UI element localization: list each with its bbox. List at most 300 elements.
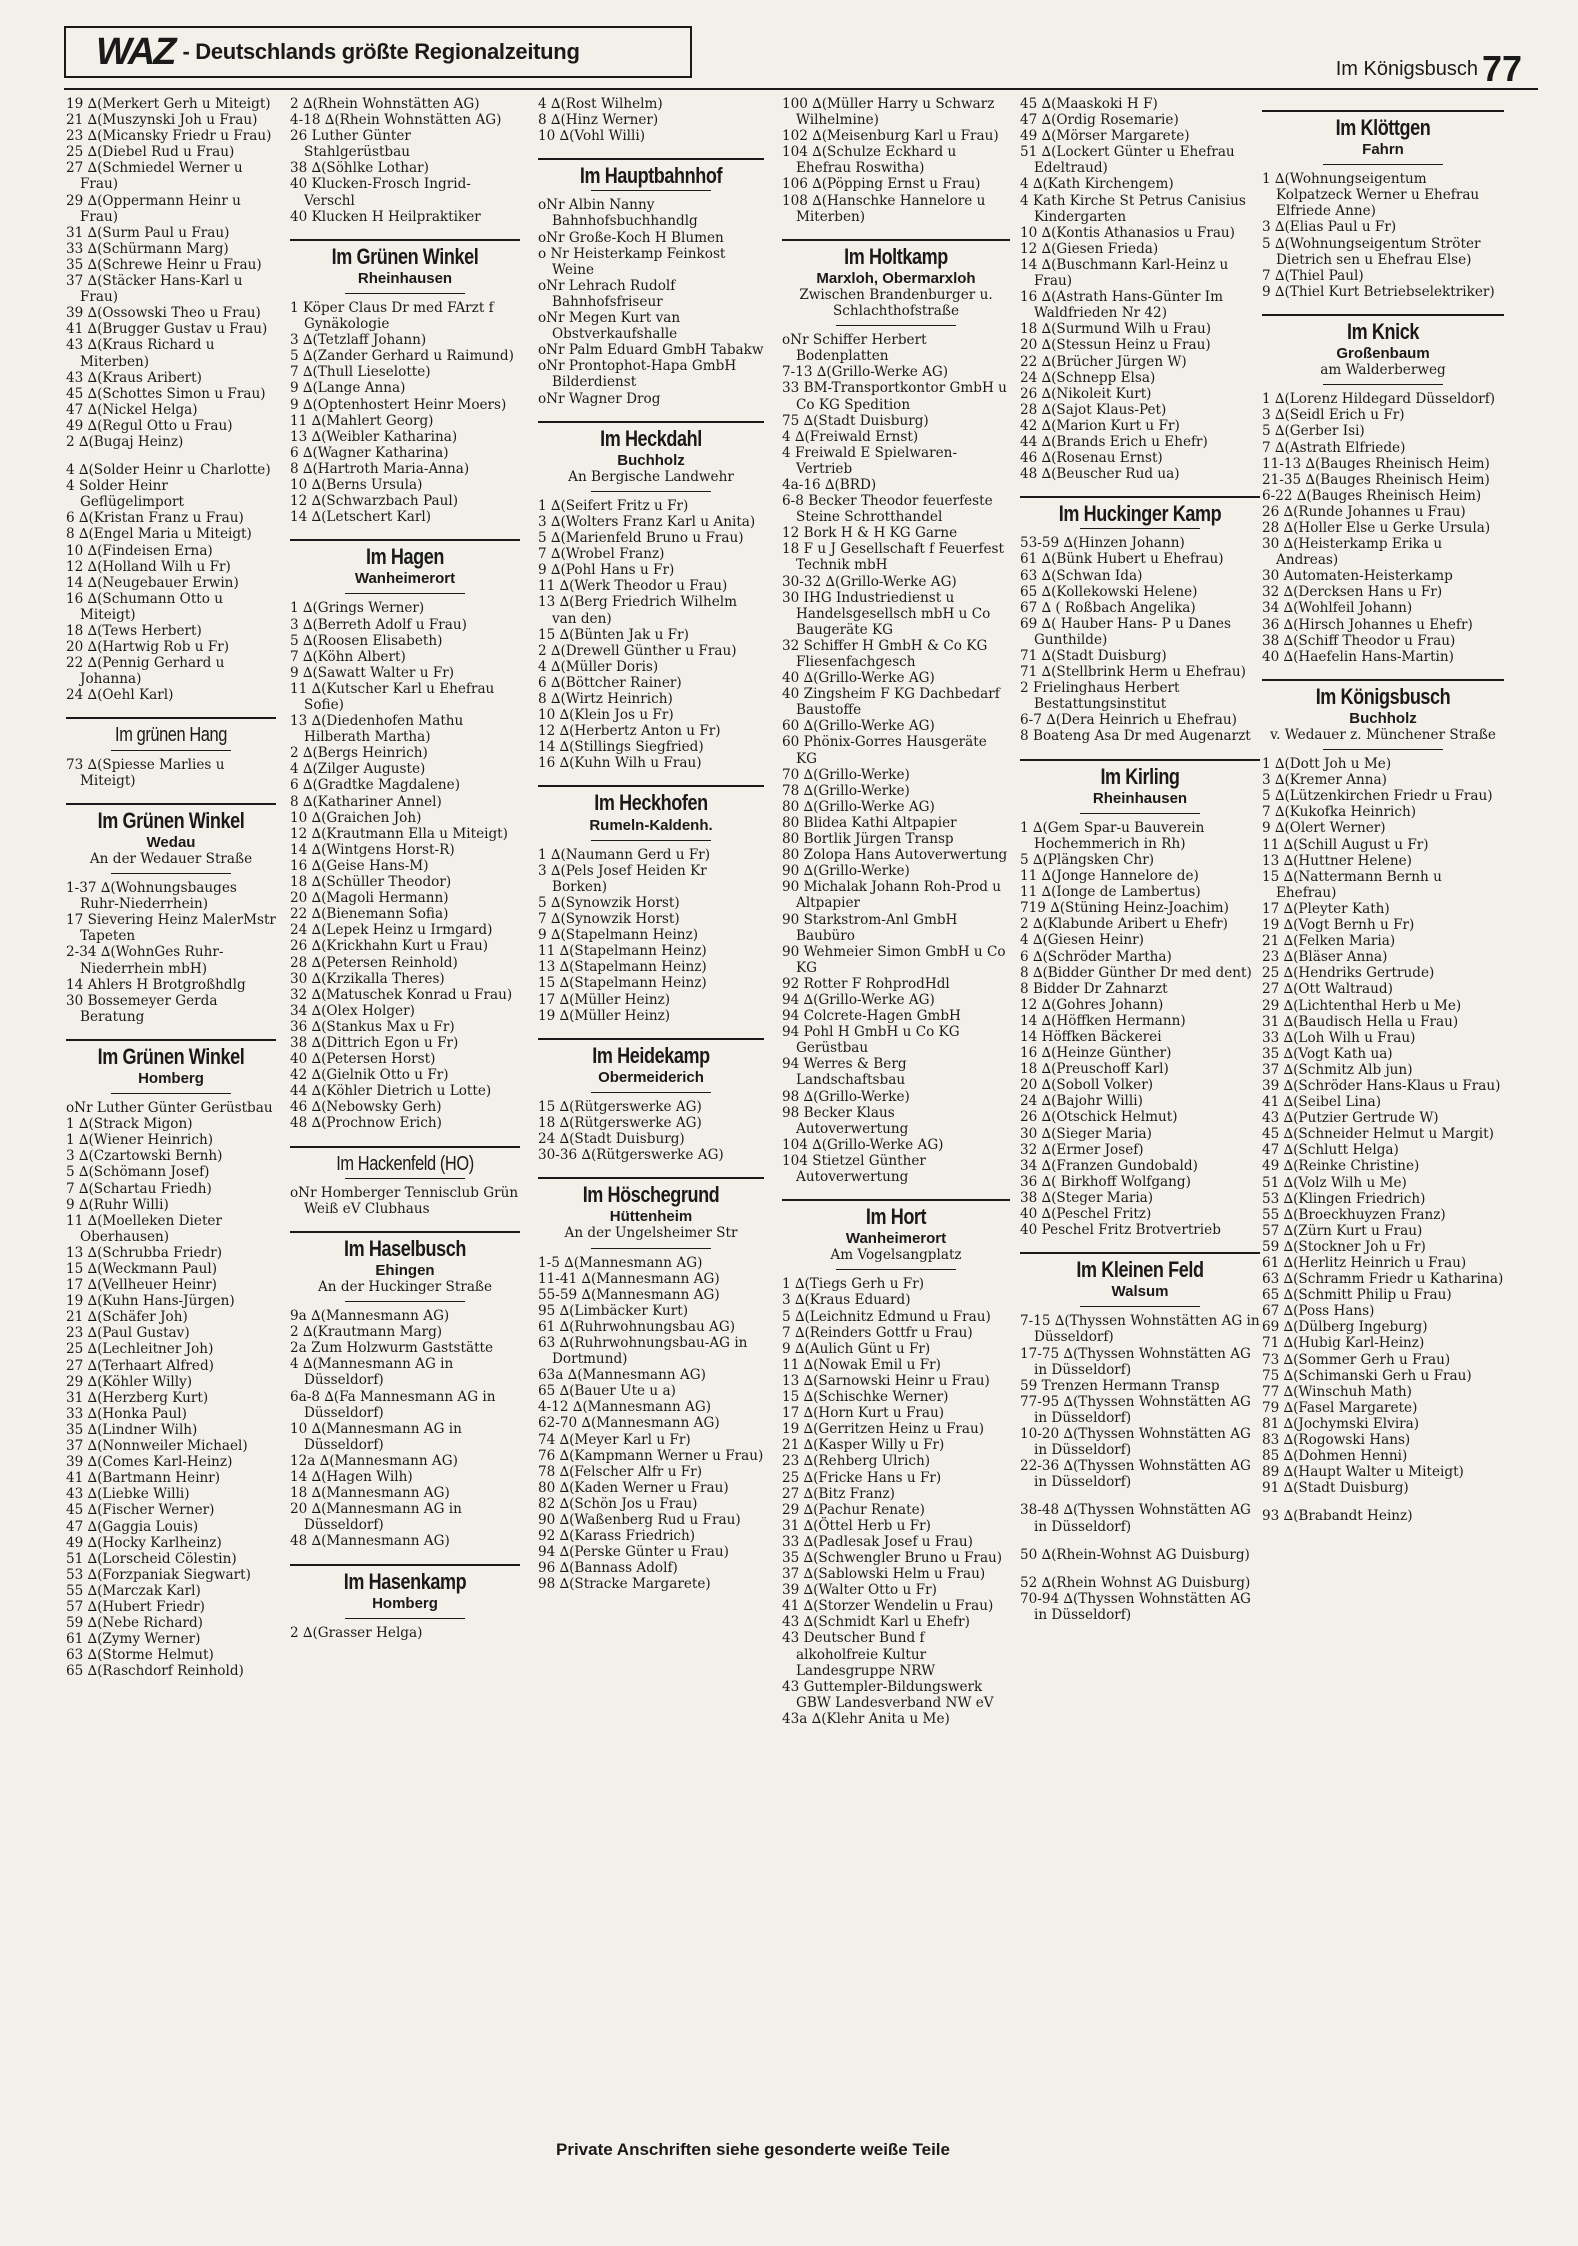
- directory-entry: 8 ∆(Engel Maria u Miteigt): [66, 526, 252, 543]
- column-4: [782, 96, 1010, 2190]
- directory-entry: 23 ∆(Paul Gustav): [66, 1325, 190, 1342]
- directory-entry: 77 ∆(Winschuh Math): [1262, 1383, 1412, 1400]
- section-rule: [290, 1231, 520, 1233]
- directory-entry: 43 Guttempler-Bildungswerk GBW Landesverband NW eV: [782, 1678, 994, 1711]
- directory-entry: 60 ∆(Grillo-Werke AG): [782, 718, 935, 735]
- directory-entry: 5 ∆(Synowzik Horst): [538, 894, 680, 911]
- directory-entry: 25 ∆(Lechleitner Joh): [66, 1341, 214, 1358]
- directory-entry: 50 ∆(Rhein-Wohnst AG Duisburg): [1020, 1546, 1250, 1563]
- section-underline: [836, 1269, 956, 1270]
- directory-entry: 94 ∆(Perske Günter u Frau): [538, 1544, 729, 1561]
- section-underline: [1323, 384, 1443, 385]
- directory-entry: 63 ∆(Ruhrwohnungsbau-AG in Dortmund): [538, 1335, 748, 1368]
- district-name: Obermeiderich: [598, 1068, 704, 1086]
- directory-entry: 2 ∆(Rhein Wohnstätten AG): [290, 96, 480, 112]
- directory-entry: 98 ∆(Grillo-Werke): [782, 1088, 910, 1105]
- directory-entry: 5 ∆(Wohnungseigentum Ströter Dietrich sen u Ehefrau Else): [1262, 235, 1481, 268]
- directory-entry: 37 ∆(Nonnweiler Michael): [66, 1438, 248, 1455]
- directory-entry: 89 ∆(Haupt Walter u Miteigt): [1262, 1464, 1464, 1481]
- directory-entry: 63 ∆(Schwan Ida): [1020, 567, 1143, 584]
- street-section-heading: [1020, 759, 1260, 814]
- directory-entry: 33 ∆(Padlesak Josef u Frau): [782, 1533, 973, 1550]
- directory-entry: 11 ∆(Schill August u Fr): [1262, 836, 1429, 853]
- directory-entry: 43 ∆(Putzier Gertrude W): [1262, 1110, 1439, 1127]
- directory-entry: oNr Palm Eduard GmbH Tabakw: [538, 342, 764, 359]
- directory-entry: 32 Schiffer H GmbH & Co KG Fliesenfachgesch: [782, 637, 988, 670]
- directory-entry: 40 Peschel Fritz Brotvertrieb: [1020, 1222, 1221, 1239]
- directory-entry: 7 ∆(Thull Lieselotte): [290, 364, 431, 381]
- street-name: Im Holtkamp: [844, 243, 948, 269]
- directory-entry: oNr Große-Koch H Blumen: [538, 229, 724, 246]
- directory-entry: 49 ∆(Regul Otto u Frau): [66, 417, 233, 434]
- directory-entry: 61 ∆(Zymy Werner): [66, 1631, 201, 1648]
- directory-entry: 71 ∆(Hubig Karl-Heinz): [1262, 1335, 1425, 1352]
- directory-entry: 69 ∆( Hauber Hans- P u Danes Gunthilde): [1020, 615, 1231, 648]
- directory-entry: 69 ∆(Dülberg Ingeburg): [1262, 1319, 1428, 1336]
- waz-logo: WAZ: [96, 30, 175, 73]
- directory-entry: 45 ∆(Schottes Simon u Frau): [66, 385, 266, 402]
- masthead-tagline: - Deutschlands größte Regionalzeitung: [182, 39, 580, 64]
- directory-entry: 94 Pohl H GmbH u Co KG Gerüstbau: [782, 1024, 960, 1057]
- directory-entry: 10 ∆(Klein Jos u Fr): [538, 707, 674, 724]
- section-underline: [345, 593, 465, 594]
- directory-entry: 20 ∆(Magoli Hermann): [290, 890, 449, 907]
- directory-entry: 3 ∆(Pels Josef Heiden Kr Borken): [538, 862, 707, 895]
- directory-entry: 92 Rotter F RohprodHdl: [782, 975, 950, 992]
- directory-entry: 13 ∆(Stapelmann Heinz): [538, 959, 707, 976]
- section-rule: [290, 1146, 520, 1148]
- directory-entry: 13 ∆(Berg Friedrich Wilhelm van den): [538, 594, 737, 627]
- directory-entry: 7 ∆(Reinders Gottfr u Frau): [782, 1324, 973, 1341]
- directory-entry: 5 ∆(Lützenkirchen Friedr u Frau): [1262, 788, 1493, 805]
- district-name: Rheinhausen: [1092, 789, 1188, 807]
- directory-entry: 49 ∆(Reinke Christine): [1262, 1158, 1420, 1175]
- directory-entry: 37 ∆(Stäcker Hans-Karl u Frau): [66, 273, 243, 306]
- section-rule: [290, 539, 520, 541]
- directory-entry: 8 ∆(Hinz Werner): [538, 112, 659, 129]
- directory-entry: 35 ∆(Schrewe Heinr u Frau): [66, 256, 262, 273]
- street-section-heading: [1262, 314, 1504, 385]
- directory-entry: 5 ∆(Gerber Isi): [1262, 423, 1365, 440]
- street-section-heading: [66, 803, 276, 874]
- directory-entry: 30 ∆(Sieger Maria): [1020, 1125, 1152, 1142]
- directory-entry: 4 ∆(Freiwald Ernst): [782, 428, 919, 445]
- street-name: Im Knick: [1347, 318, 1419, 344]
- directory-entry: 104 ∆(Grillo-Werke AG): [782, 1136, 944, 1153]
- directory-entry: 10-20 ∆(Thyssen Wohnstätten AG in Düsseldorf): [1020, 1426, 1251, 1459]
- directory-entry: 43 Deutscher Bund f alkoholfreie Kultur Landesgruppe NRW: [782, 1630, 936, 1679]
- directory-entry: 51 ∆(Volz Wilh u Me): [1262, 1174, 1407, 1191]
- directory-entry: 15 ∆(Weckmann Paul): [66, 1261, 218, 1277]
- directory-entry: 23 ∆(Micansky Friedr u Frau): [66, 128, 272, 145]
- district-name: Rumeln-Kaldenh.: [589, 816, 713, 834]
- directory-entry: 82 ∆(Schön Jos u Frau): [538, 1495, 698, 1512]
- directory-entry: 33 ∆(Loh Wilh u Frau): [1262, 1029, 1416, 1046]
- directory-entry: 15 ∆(Stapelmann Heinz): [538, 975, 707, 992]
- directory-entry: 21 ∆(Felken Maria): [1262, 933, 1396, 950]
- district-name: Homberg: [372, 1594, 438, 1612]
- directory-entry: 11 ∆(Mahlert Georg): [290, 412, 434, 429]
- directory-entry: 16 ∆(Geise Hans-M): [290, 857, 429, 874]
- directory-entry: 15 ∆(Bünten Jak u Fr): [538, 626, 689, 643]
- directory-entry: 5 ∆(Plängsken Chr): [1020, 851, 1155, 868]
- directory-entry: 24 ∆(Bajohr Willi): [1020, 1093, 1143, 1110]
- directory-entry: 4 ∆(Kath Kirchengem): [1020, 176, 1174, 193]
- directory-entry: 35 ∆(Lindner Wilh): [66, 1421, 198, 1438]
- directory-entry: 7 ∆(Köhn Albert): [290, 648, 406, 665]
- district-name: Hüttenheim: [609, 1208, 693, 1226]
- directory-entry: 7 ∆(Wrobel Franz): [538, 546, 665, 563]
- directory-entry: 12 ∆(Krautmann Ella u Miteigt): [290, 825, 508, 842]
- directory-entry: 13 ∆(Diedenhofen Mathu Hilberath Martha): [290, 713, 464, 746]
- directory-entry: 20 ∆(Hartwig Rob u Fr): [66, 639, 230, 656]
- directory-entry: 48 ∆(Mannesmann AG): [290, 1533, 450, 1550]
- directory-entry: 7 ∆(Synowzik Horst): [538, 911, 680, 928]
- directory-entry: 10 ∆(Vohl Willi): [538, 128, 646, 145]
- street-section-heading: [538, 421, 764, 492]
- section-rule: [1020, 496, 1260, 498]
- directory-entry: 38 ∆(Söhlke Lothar): [290, 160, 429, 177]
- directory-entry: 14 ∆(Stillings Siegfried): [538, 739, 704, 756]
- running-head: Im Königsbusch: [1335, 58, 1478, 80]
- directory-entry: 28 ∆(Sajot Klaus-Pet): [1020, 401, 1167, 418]
- district-name: Buchholz: [1349, 709, 1417, 727]
- directory-entry: 12 ∆(Schwarzbach Paul): [290, 493, 459, 510]
- directory-entry: 4a-16 ∆(BRD): [782, 476, 877, 493]
- directory-entry: 11 ∆(Kutscher Karl u Ehefrau Sofie): [290, 680, 495, 713]
- directory-entry: 14 ∆(Hagen Wilh): [290, 1469, 413, 1486]
- directory-entry: 2 ∆(Bergs Heinrich): [290, 745, 428, 762]
- directory-entry: 11 ∆(Stapelmann Heinz): [538, 943, 707, 960]
- section-underline: [345, 1301, 465, 1302]
- district-name: Marxloh, Obermarxloh: [816, 269, 976, 287]
- street-name: Im Grünen Winkel: [331, 243, 479, 269]
- directory-entry: 9 ∆(Sawatt Walter u Fr): [290, 664, 455, 681]
- directory-entry: 95 ∆(Limbäcker Kurt): [538, 1302, 689, 1319]
- directory-entry: 11 ∆(Werk Theodor u Frau): [538, 578, 728, 595]
- directory-entry: 35 ∆(Schwengler Bruno u Frau): [782, 1549, 1003, 1566]
- section-rule: [538, 158, 764, 160]
- street-section-heading: [782, 1199, 1010, 1270]
- directory-entry: 98 ∆(Stracke Margarete): [538, 1576, 711, 1593]
- directory-entry: 42 ∆(Marion Kurt u Fr): [1020, 417, 1180, 434]
- directory-entry: 26 ∆(Nikoleit Kurt): [1020, 385, 1152, 402]
- directory-entry: 57 ∆(Hubert Friedr): [66, 1598, 205, 1615]
- directory-entry: 55 ∆(Marczak Karl): [66, 1582, 201, 1599]
- district-name: Rheinhausen: [357, 269, 453, 287]
- directory-entry: 8 ∆(Wirtz Heinrich): [538, 691, 673, 707]
- street-name: Im Hasenkamp: [343, 1568, 467, 1594]
- directory-entry: 4 Solder Heinr Geflügelimport: [66, 478, 184, 511]
- directory-entry: 19 ∆(Merkert Gerh u Miteigt): [66, 96, 271, 112]
- directory-entry: 9 ∆(Aulich Günt u Fr): [782, 1340, 931, 1357]
- directory-entry: 73 ∆(Spiesse Marlies u Miteigt): [66, 756, 225, 789]
- directory-entry: 63a ∆(Mannesmann AG): [538, 1367, 706, 1384]
- directory-entry: 28 ∆(Holler Else u Gerke Ursula): [1262, 519, 1491, 536]
- street-section-heading: [290, 239, 520, 294]
- street-name: Im Huckinger Kamp: [1058, 501, 1222, 527]
- directory-entry: 90 ∆(Waßenberg Rud u Frau): [538, 1512, 741, 1529]
- column-3: [538, 96, 764, 2190]
- directory-entry: 48 ∆(Beuscher Rud ua): [1020, 466, 1180, 483]
- directory-entry: 17 ∆(Horn Kurt u Frau): [782, 1405, 945, 1422]
- directory-entry: 31 ∆(Baudisch Hella u Frau): [1262, 1013, 1459, 1030]
- directory-entry: 3 ∆(Kraus Eduard): [782, 1292, 911, 1309]
- directory-entry: 44 ∆(Brands Erich u Ehefr): [1020, 433, 1208, 450]
- section-underline: [1080, 813, 1200, 814]
- directory-entry: 83 ∆(Rogowski Hans): [1262, 1432, 1411, 1449]
- directory-entry: 4-12 ∆(Mannesmann AG): [538, 1399, 712, 1416]
- directory-entry: 55-59 ∆(Mannesmann AG): [538, 1286, 720, 1303]
- directory-entry: 17 ∆(Vellheuer Heinr): [66, 1277, 217, 1294]
- directory-entry: 35 ∆(Vogt Kath ua): [1262, 1045, 1393, 1062]
- directory-entry: 3 ∆(Elias Paul u Fr): [1262, 219, 1397, 236]
- street-section-heading: [290, 539, 520, 594]
- directory-entry: oNr Albin Nanny Bahnhofsbuchhandlg: [538, 197, 698, 230]
- directory-entry: 18 ∆(Surmund Wilh u Frau): [1020, 321, 1212, 338]
- directory-entry: 1 ∆(Gem Spar-u Bauverein Hochemmerich in Rh): [1020, 819, 1205, 852]
- directory-entry: 33 ∆(Honka Paul): [66, 1405, 187, 1422]
- directory-entry: 2 ∆(Bugaj Heinz): [66, 433, 184, 450]
- street-section-heading: [538, 1038, 764, 1093]
- directory-entry: 19 ∆(Vogt Bernh u Fr): [1262, 917, 1415, 934]
- directory-entry: 76 ∆(Kampmann Werner u Frau): [538, 1447, 764, 1464]
- directory-entry: oNr Schiffer Herbert Bodenplatten: [782, 332, 927, 365]
- section-underline: [1080, 528, 1200, 529]
- directory-entry: 78 ∆(Grillo-Werke): [782, 782, 910, 799]
- directory-entry: 40 ∆(Peschel Fritz): [1020, 1206, 1152, 1222]
- directory-entry: 13 ∆(Huttner Helene): [1262, 852, 1412, 869]
- directory-entry: 12 ∆(Herbertz Anton u Fr): [538, 723, 721, 740]
- directory-entry: 22 ∆(Bienemann Sofia): [290, 906, 449, 923]
- directory-entry: 1 ∆(Strack Migon): [66, 1116, 193, 1133]
- directory-entry: 65 ∆(Raschdorf Reinhold): [66, 1663, 244, 1680]
- district-name: Fahrn: [1362, 141, 1404, 159]
- directory-entry: 27 ∆(Bitz Franz): [782, 1485, 895, 1502]
- directory-entry: 57 ∆(Zürn Kurt u Frau): [1262, 1222, 1423, 1239]
- directory-entry: 6 ∆(Böttcher Rainer): [538, 674, 682, 691]
- directory-entry: 94 Werres & Berg Landschaftsbau: [782, 1056, 907, 1089]
- street-name: Im Hauptbahnhof: [579, 163, 723, 189]
- directory-entry: 30 Automaten-Heisterkamp: [1262, 568, 1453, 585]
- directory-entry: 7-13 ∆(Grillo-Werke AG): [782, 364, 949, 381]
- directory-entry: 93 ∆(Brabandt Heinz): [1262, 1508, 1413, 1525]
- directory-entry: 38 ∆(Dittrich Egon u Fr): [290, 1034, 459, 1051]
- street-name: Im grünen Hang: [115, 724, 227, 747]
- directory-entry: 33 ∆(Schürmann Marg): [66, 240, 229, 257]
- directory-entry: 2a Zum Holzwurm Gaststätte: [290, 1340, 494, 1357]
- directory-entry: 4 Freiwald E Spielwaren-Vertrieb: [782, 444, 958, 477]
- directory-entry: 31 ∆(Öttel Herb u Fr): [782, 1517, 931, 1534]
- street-name: Im Heckdahl: [600, 425, 702, 451]
- directory-entry: 11 ∆(Moelleken Dieter Oberhausen): [66, 1212, 222, 1245]
- directory-entry: 55 ∆(Broeckhuyzen Franz): [1262, 1206, 1446, 1223]
- directory-entry: 3 ∆(Berreth Adolf u Frau): [290, 616, 467, 633]
- section-rule: [1262, 314, 1504, 316]
- directory-entry: 14 ∆(Letschert Karl): [290, 509, 432, 526]
- directory-entry: 47 ∆(Schlutt Helga): [1262, 1142, 1399, 1159]
- directory-entry: 22 ∆(Pennig Gerhard u Johanna): [66, 655, 225, 688]
- directory-entry: 1-5 ∆(Mannesmann AG): [538, 1254, 703, 1271]
- directory-entry: 27 ∆(Schmiedel Werner u Frau): [66, 160, 243, 193]
- directory-entry: 36 ∆(Hirsch Johannes u Ehefr): [1262, 616, 1473, 633]
- street-location: An der Huckinger Straße: [317, 1279, 493, 1295]
- directory-entry: 30 IHG Industriedienst u Handelsgesellsch mbH u Co Baugeräte KG: [782, 589, 991, 638]
- directory-entry: 6 ∆(Kristan Franz u Frau): [66, 510, 244, 527]
- street-section-heading: [66, 717, 276, 750]
- directory-entry: 98 Becker Klaus Autoverwertung: [782, 1104, 909, 1137]
- directory-entry: 18 ∆(Preuschoff Karl): [1020, 1061, 1169, 1078]
- directory-entry: 4 ∆(Mannesmann AG in Düsseldorf): [290, 1356, 454, 1389]
- section-rule: [1020, 1252, 1260, 1254]
- directory-entry: 71 ∆(Stadt Duisburg): [1020, 648, 1167, 664]
- directory-entry: oNr Wagner Drog: [538, 390, 661, 407]
- directory-entry: 40 Zingsheim F KG Dachbedarf Baustoffe: [782, 686, 1000, 719]
- directory-entry: 81 ∆(Jochymski Elvira): [1262, 1415, 1420, 1432]
- directory-entry: 43a ∆(Klehr Anita u Me): [782, 1710, 950, 1727]
- directory-entry: 30 Bossemeyer Gerda Beratung: [66, 992, 218, 1025]
- directory-entry: 5 ∆(Roosen Elisabeth): [290, 632, 443, 649]
- street-name: Im Heidekamp: [592, 1042, 710, 1068]
- directory-entry: 7 ∆(Thiel Paul): [1262, 267, 1364, 284]
- street-section-heading: [1262, 679, 1504, 750]
- street-name: Im Klöttgen: [1335, 115, 1431, 140]
- directory-entry: 1 ∆(Seifert Fritz u Fr): [538, 497, 689, 514]
- directory-entry: 7 ∆(Schartau Friedh): [66, 1180, 212, 1197]
- directory-entry: 22 ∆(Brücher Jürgen W): [1020, 353, 1187, 370]
- street-name: Im Hagen: [366, 544, 444, 570]
- directory-entry: 8 Bidder Dr Zahnarzt: [1020, 980, 1168, 997]
- directory-entry: 2 ∆(Krautmann Marg): [290, 1324, 443, 1341]
- section-rule: [1262, 679, 1504, 681]
- street-section-heading: [66, 1039, 276, 1094]
- section-underline: [1323, 749, 1443, 750]
- section-rule: [538, 1038, 764, 1040]
- directory-entry: 60 Phönix-Gorres Hausgeräte KG: [782, 734, 987, 767]
- directory-entry: 10 ∆(Graichen Joh): [290, 809, 422, 826]
- section-underline: [1080, 1306, 1200, 1307]
- column-2: [290, 96, 520, 2190]
- directory-entry: 17 ∆(Müller Heinz): [538, 991, 671, 1008]
- directory-entry: oNr Lehrach Rudolf Bahnhofsfriseur: [538, 277, 676, 310]
- directory-entry: 22-36 ∆(Thyssen Wohnstätten AG in Düsseldorf): [1020, 1458, 1251, 1491]
- directory-entry: 18 ∆(Schüller Theodor): [290, 874, 452, 891]
- section-rule: [782, 239, 1010, 241]
- directory-entry: 16 ∆(Heinze Günther): [1020, 1045, 1172, 1062]
- directory-entry: 90 Michalak Johann Roh-Prod u Altpapier: [782, 879, 1002, 912]
- directory-entry: 30-36 ∆(Rütgerswerke AG): [538, 1147, 724, 1164]
- directory-entry: 2 Frielinghaus Herbert Bestattungsinstitut: [1020, 680, 1180, 713]
- directory-entry: 49 ∆(Mörser Margarete): [1020, 128, 1190, 145]
- directory-entry: 2 ∆(Drewell Günther u Frau): [538, 642, 737, 659]
- directory-entry: 21-35 ∆(Bauges Rheinisch Heim): [1262, 471, 1490, 488]
- street-location: am Walderberweg: [1320, 362, 1446, 379]
- street-section-heading: [290, 1146, 520, 1179]
- directory-entry: 39 ∆(Ossowski Theo u Frau): [66, 305, 261, 322]
- directory-entry: 6 ∆(Wagner Katharina): [290, 444, 449, 461]
- directory-entry: 11-41 ∆(Mannesmann AG): [538, 1270, 720, 1287]
- district-name: Walsum: [1111, 1283, 1169, 1301]
- directory-entry: 16 ∆(Astrath Hans-Günter Im Waldfrieden Nr 42): [1020, 289, 1224, 322]
- directory-entry: 1 ∆(Grings Werner): [290, 600, 425, 617]
- directory-entry: 12a ∆(Mannesmann AG): [290, 1452, 458, 1469]
- directory-entry: 80 Zolopa Hans Autoverwertung: [782, 847, 1008, 864]
- section-rule: [290, 239, 520, 241]
- directory-entry: 8 ∆(Kathariner Annel): [290, 793, 442, 810]
- directory-entry: 40 ∆(Petersen Horst): [290, 1051, 436, 1068]
- directory-entry: 40 ∆(Grillo-Werke AG): [782, 670, 935, 687]
- section-underline: [591, 1248, 711, 1249]
- directory-entry: 74 ∆(Meyer Karl u Fr): [538, 1431, 691, 1448]
- directory-entry: 38-48 ∆(Thyssen Wohnstätten AG in Düsseldorf): [1020, 1502, 1251, 1535]
- street-name: Im Hort: [865, 1204, 927, 1230]
- street-location: Zwischen Brandenburger u. Schlachthofstraße: [799, 286, 993, 320]
- directory-entry: 4-18 ∆(Rhein Wohnstätten AG): [290, 112, 502, 129]
- directory-entry: 75 ∆(Stadt Duisburg): [782, 412, 929, 429]
- directory-entry: 70 ∆(Grillo-Werke): [782, 766, 910, 783]
- directory-entry: 45 ∆(Maaskoki H F): [1020, 96, 1158, 112]
- section-rule: [538, 1177, 764, 1179]
- street-location: An der Ungelsheimer Str: [564, 1225, 738, 1242]
- directory-entry: 42 ∆(Gielnik Otto u Fr): [290, 1067, 449, 1084]
- street-name: Im Königsbusch: [1315, 683, 1451, 709]
- directory-entry: 34 ∆(Wohlfeil Johann): [1262, 600, 1413, 617]
- directory-entry: 4 ∆(Giesen Heinr): [1020, 932, 1144, 949]
- directory-entry: 8 ∆(Hartroth Maria-Anna): [290, 460, 470, 477]
- district-name: Wanheimerort: [845, 1230, 947, 1248]
- directory-entry: 45 ∆(Schneider Helmut u Margit): [1262, 1126, 1494, 1143]
- directory-entry: 24 ∆(Schnepp Elsa): [1020, 369, 1156, 386]
- directory-entry: 32 ∆(Matuschek Konrad u Frau): [290, 986, 513, 1003]
- directory-entry: 71 ∆(Stellbrink Herm u Ehefrau): [1020, 664, 1246, 681]
- directory-entry: 12 ∆(Gohres Johann): [1020, 996, 1164, 1013]
- directory-entry: 29 ∆(Pachur Renate): [782, 1501, 925, 1518]
- directory-entry: 41 ∆(Bartmann Heinr): [66, 1470, 221, 1487]
- directory-entry: 40 ∆(Haefelin Hans-Martin): [1262, 648, 1454, 665]
- section-rule: [290, 1564, 520, 1566]
- directory-entry: 65 ∆(Schmitt Philip u Frau): [1262, 1287, 1452, 1304]
- directory-entry: 67 ∆(Poss Hans): [1262, 1303, 1375, 1320]
- directory-entry: 80 ∆(Grillo-Werke AG): [782, 798, 935, 815]
- directory-entry: 30 ∆(Heisterkamp Erika u Andreas): [1262, 536, 1443, 569]
- directory-entry: 24 ∆(Oehl Karl): [66, 687, 174, 704]
- directory-entry: 8 ∆(Bidder Günther Dr med dent): [1020, 964, 1252, 981]
- directory-entry: 13 ∆(Weibler Katharina): [290, 428, 458, 445]
- section-underline: [591, 840, 711, 841]
- district-name: Buchholz: [617, 451, 685, 469]
- directory-entry: 12 ∆(Giesen Frieda): [1020, 240, 1159, 257]
- column-1: [66, 96, 276, 2190]
- directory-entry: 26 Luther Günter Stahlgerüstbau: [290, 128, 411, 161]
- directory-entry: 17-75 ∆(Thyssen Wohnstätten AG in Düsseldorf): [1020, 1345, 1251, 1378]
- directory-entry: 29 ∆(Köhler Willy): [66, 1373, 193, 1390]
- directory-entry: 53 ∆(Forzpaniak Siegwart): [66, 1566, 251, 1583]
- directory-entry: 51 ∆(Lockert Günter u Ehefrau Edeltraud): [1020, 144, 1235, 177]
- directory-entry: 70-94 ∆(Thyssen Wohnstätten AG in Düsseldorf): [1020, 1590, 1251, 1623]
- directory-entry: 31 ∆(Surm Paul u Frau): [66, 224, 230, 241]
- directory-entry: 11 ∆(Nowak Emil u Fr): [782, 1356, 941, 1373]
- directory-entry: 75 ∆(Schimanski Gerh u Frau): [1262, 1367, 1472, 1384]
- street-section-heading: [290, 1564, 520, 1619]
- directory-entry: 31 ∆(Herzberg Kurt): [66, 1389, 209, 1406]
- directory-entry: 6-7 ∆(Dera Heinrich u Ehefrau): [1020, 712, 1237, 729]
- directory-entry: 47 ∆(Ordig Rosemarie): [1020, 112, 1179, 129]
- directory-entry: 108 ∆(Hanschke Hannelore u Miterben): [782, 192, 986, 225]
- directory-entry: 67 ∆ ( Roßbach Angelika): [1020, 599, 1196, 616]
- directory-entry: 106 ∆(Pöpping Ernst u Frau): [782, 176, 981, 193]
- street-name: Im Höschegrund: [582, 1182, 720, 1208]
- directory-entry: 9 ∆(Olert Werner): [1262, 820, 1386, 837]
